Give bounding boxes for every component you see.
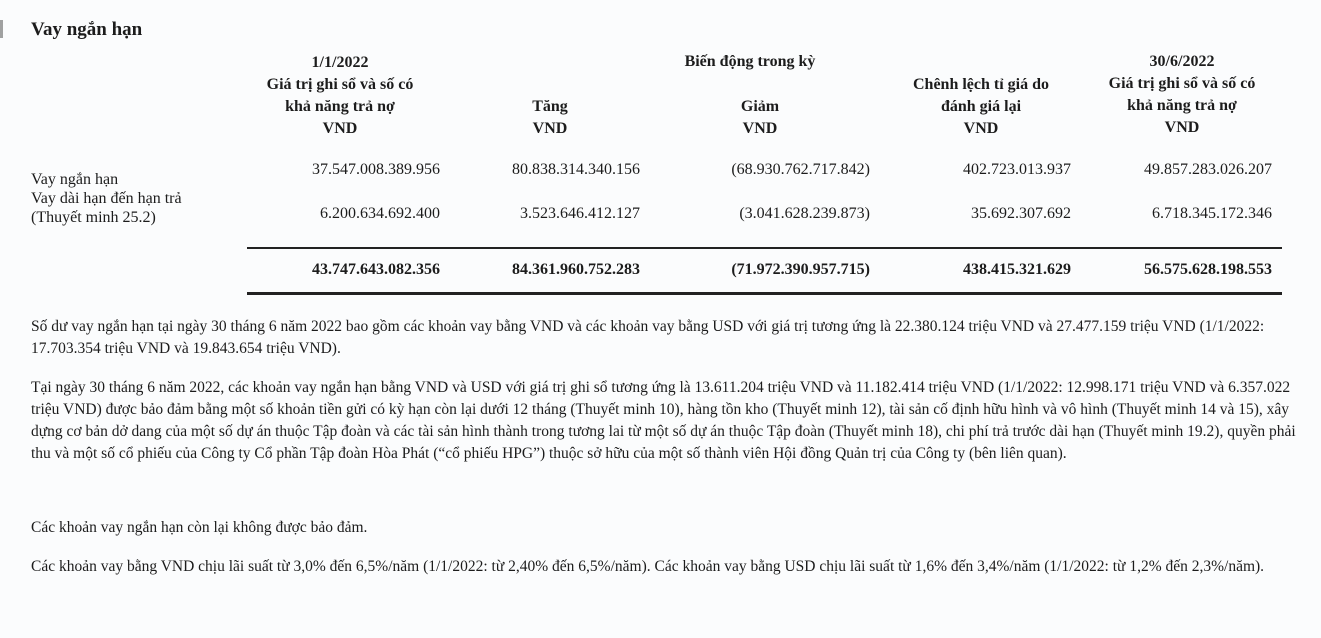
group-header-period-movement: Biến động trong kỳ xyxy=(684,53,816,70)
header-line: VND xyxy=(322,120,358,137)
column-header-fx-revaluation xyxy=(886,74,1076,140)
header-line: Giá trị ghi sổ và số có xyxy=(1108,75,1256,92)
header-line: Tăng xyxy=(532,98,568,115)
cell-r1-increase: 80.838.314.340.156 xyxy=(512,161,640,178)
header-line: VND xyxy=(963,120,999,137)
cell-total-opening: 43.747.643.082.356 xyxy=(312,261,440,278)
column-header-closing-balance xyxy=(1082,51,1282,139)
paragraph-unsecured: Các khoản vay ngắn hạn còn lại không được bảo đảm. xyxy=(31,519,368,536)
cell-r1-decrease: (68.930.762.717.842) xyxy=(731,161,870,178)
header-line: 30/6/2022 xyxy=(1149,53,1215,70)
column-header-increase xyxy=(480,96,620,140)
paragraph-balance-composition: Số dư vay ngắn hạn tại ngày 30 tháng 6 năm 2022 bao gồm các khoản vay bằng VND và các khoản vay bằng USD với giá trị tương ứng là 22.380.124 triệu VND và 27.477.159 triệu VND (1/1/2022: 17.703.354 triệu VND và 19.843.654 triệu VND). xyxy=(31,318,1265,357)
total-rule xyxy=(247,292,1282,295)
cell-r1-closing: 49.857.283.026.207 xyxy=(1144,161,1272,178)
header-line: 1/1/2022 xyxy=(311,54,369,71)
header-line: VND xyxy=(742,120,778,137)
cell-r2-increase: 3.523.646.412.127 xyxy=(520,205,640,222)
cell-total-decrease: (71.972.390.957.715) xyxy=(731,261,870,278)
cell-r2-decrease: (3.041.628.239.873) xyxy=(739,205,870,222)
header-line: khả năng trả nợ xyxy=(285,98,395,115)
cell-total-fx: 438.415.321.629 xyxy=(963,261,1071,278)
subtotal-rule xyxy=(247,247,1282,249)
cell-r2-opening: 6.200.634.692.400 xyxy=(320,205,440,222)
cell-total-closing: 56.575.628.198.553 xyxy=(1144,261,1272,278)
paragraph-interest-rates: Các khoản vay bằng VND chịu lãi suất từ 3,0% đến 6,5%/năm (1/1/2022: từ 2,40% đến 6,5%/năm). Các khoản vay bằng USD chịu lãi suất từ 1,6% đến 3,4%/năm (1/1/2022: từ 1,2% đến 2,3%/năm). xyxy=(31,558,1265,575)
row-label-current-portion-long-term xyxy=(31,189,182,227)
cell-r1-fx: 402.723.013.937 xyxy=(963,161,1071,178)
section-title: Vay ngắn hạn xyxy=(31,19,143,40)
section-marker xyxy=(0,20,3,38)
header-line: VND xyxy=(532,120,568,137)
row-label-line: Vay dài hạn đến hạn trả xyxy=(31,190,182,207)
row-label-line: (Thuyết minh 25.2) xyxy=(31,209,156,226)
cell-r2-closing: 6.718.345.172.346 xyxy=(1152,205,1272,222)
column-header-decrease xyxy=(680,96,840,140)
header-line: khả năng trả nợ xyxy=(1127,97,1237,114)
header-line: Giá trị ghi sổ và số có xyxy=(266,76,414,93)
cell-r1-opening: 37.547.008.389.956 xyxy=(312,161,440,178)
header-line: VND xyxy=(1164,119,1200,136)
header-line: Giảm xyxy=(740,98,780,115)
paragraph-collateral: Tại ngày 30 tháng 6 năm 2022, các khoản vay ngắn hạn bằng VND và USD với giá trị ghi sổ tương ứng là 13.611.204 triệu VND và 11.182.414 triệu VND (1/1/2022: 12.998.171 triệu VND và 6.357.022 triệu VND) được bảo đảm bằng một số khoản tiền gửi có kỳ hạn còn lại dưới 12 tháng (Thuyết minh 10), hàng tồn kho (Thuyết minh 12), tài sản cố định hữu hình và vô hình (Thuyết minh 14 và 15), xây dựng cơ bản dở dang của một số dự án thuộc Tập đoàn và các tài sản hình thành trong tương lai từ một số dự án thuộc Tập đoàn (Thuyết minh 18), chi phí trả trước dài hạn (Thuyết minh 19.2), quyền phải thu và một số cổ phiếu của Công ty Cổ phần Tập đoàn Hòa Phát (“cổ phiếu HPG”) thuộc sở hữu của một số thành viên Hội đồng Quản trị của Công ty (bên liên quan). xyxy=(31,379,1296,462)
row-label-short-term-loans: Vay ngắn hạn xyxy=(31,171,119,188)
column-header-opening-balance xyxy=(240,52,440,140)
header-line: Chênh lệch tỉ giá do xyxy=(912,76,1049,93)
header-line: đánh giá lại xyxy=(940,98,1022,115)
cell-total-increase: 84.361.960.752.283 xyxy=(512,261,640,278)
cell-r2-fx: 35.692.307.692 xyxy=(971,205,1071,222)
